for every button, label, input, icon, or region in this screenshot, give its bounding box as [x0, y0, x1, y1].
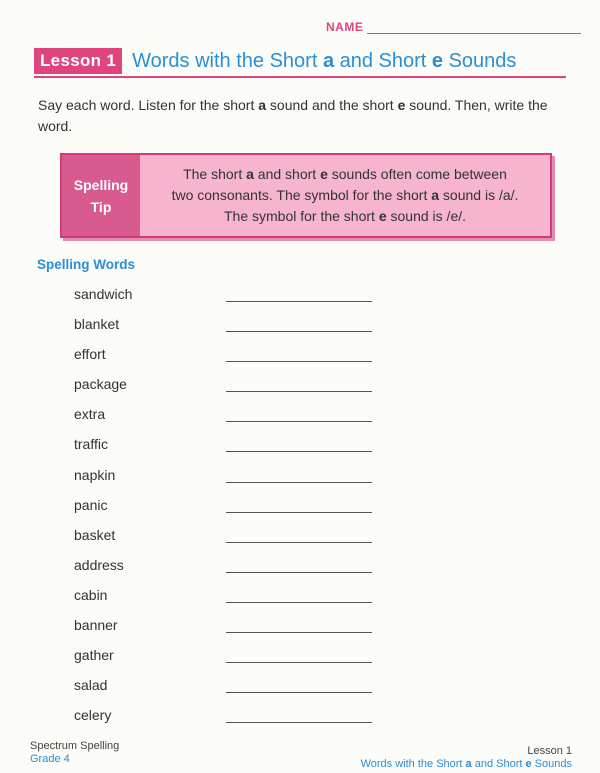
write-line[interactable]: [226, 512, 372, 513]
instructions-part: sound and the short: [266, 97, 398, 113]
lesson-badge: Lesson 1: [34, 48, 122, 74]
tip-letter-e: e: [320, 166, 328, 182]
write-line[interactable]: [226, 301, 372, 302]
list-item: [0, 283, 600, 313]
tip-text-part: sound is /e/.: [386, 208, 467, 224]
footer-right: [361, 745, 572, 771]
spelling-word: salad: [74, 677, 108, 694]
instructions-letter-a: a: [258, 97, 267, 113]
name-write-line[interactable]: [367, 21, 581, 34]
write-line[interactable]: [226, 361, 372, 362]
spelling-word: celery: [74, 707, 112, 724]
lesson-title-part: and Short: [334, 49, 432, 72]
list-item: [0, 343, 600, 373]
spelling-word: blanket: [74, 316, 120, 333]
list-item: [0, 554, 600, 584]
footer-title-part: Sounds: [531, 758, 572, 770]
lesson-header: [34, 46, 566, 78]
tip-text-part: sound is /a/.: [439, 187, 519, 203]
list-item: [0, 584, 600, 614]
write-line[interactable]: [226, 391, 372, 392]
list-item: [0, 433, 600, 463]
footer-title-letter-a: a: [465, 758, 472, 770]
spelling-tip-text: [140, 155, 550, 236]
write-line[interactable]: [226, 542, 372, 543]
tip-text-part: and short: [253, 166, 321, 182]
tip-text-part: sounds often come between: [327, 166, 507, 182]
footer-title-part: Words with the Short: [360, 758, 466, 770]
lesson-title-part: Sounds: [443, 49, 517, 72]
tip-line: [148, 185, 542, 206]
footer-title: [361, 758, 572, 771]
tip-line: [148, 164, 542, 185]
footer-left: [30, 740, 119, 766]
footer-grade: Grade 4: [30, 753, 70, 765]
footer-title-letter-e: e: [525, 758, 532, 770]
tip-letter-a: a: [246, 166, 254, 182]
tip-label-line: Tip: [90, 198, 112, 215]
spelling-word: gather: [74, 647, 114, 664]
name-field[interactable]: [326, 20, 581, 34]
spelling-word: cabin: [74, 586, 108, 603]
write-line[interactable]: [226, 572, 372, 573]
write-line[interactable]: [226, 482, 372, 483]
lesson-title-letter-e: e: [431, 49, 444, 72]
footer-title-part: and Short: [471, 758, 526, 770]
list-item: [0, 524, 600, 554]
spelling-word-list: [0, 283, 600, 734]
spelling-word: address: [74, 556, 124, 573]
spelling-tip-box: [60, 153, 552, 238]
tip-text-part: The symbol for the short: [223, 208, 379, 224]
tip-label-line: Spelling: [73, 176, 129, 193]
spelling-word: effort: [74, 346, 106, 363]
spelling-word: package: [74, 376, 127, 393]
write-line[interactable]: [226, 662, 372, 663]
spelling-word: panic: [74, 496, 108, 513]
tip-text-part: two consonants. The symbol for the short: [171, 187, 432, 203]
spelling-word: sandwich: [74, 286, 133, 302]
instructions-part: sound. Then, write the word.: [38, 97, 548, 134]
spelling-word: banner: [74, 617, 118, 634]
spelling-word: napkin: [74, 466, 116, 483]
list-item: [0, 644, 600, 674]
list-item: [0, 494, 600, 524]
tip-letter-a: a: [431, 187, 440, 203]
list-item: [0, 403, 600, 433]
write-line[interactable]: [226, 602, 372, 603]
write-line[interactable]: [226, 722, 372, 723]
spelling-word: basket: [74, 526, 116, 543]
instructions-part: Say each word. Listen for the short: [38, 97, 259, 113]
write-line[interactable]: [226, 451, 372, 452]
write-line[interactable]: [226, 692, 372, 693]
footer-brand: Spectrum Spelling: [30, 740, 120, 752]
tip-text-part: The short: [183, 166, 247, 182]
list-item: [0, 464, 600, 494]
tip-letter-e: e: [378, 208, 387, 224]
instructions-letter-e: e: [397, 97, 406, 113]
footer-lesson: Lesson 1: [527, 745, 572, 757]
write-line[interactable]: [226, 331, 372, 332]
name-label: NAME: [326, 20, 364, 34]
list-item: [0, 614, 600, 644]
lesson-title-letter-a: a: [322, 49, 335, 72]
write-line[interactable]: [226, 632, 372, 633]
spelling-words-heading: Spelling Words: [37, 257, 136, 272]
instructions: [38, 95, 568, 137]
lesson-title-part: Words with the Short: [132, 49, 323, 72]
spelling-word: traffic: [74, 436, 108, 453]
tip-line: [148, 206, 542, 227]
list-item: [0, 313, 600, 343]
write-line[interactable]: [226, 421, 372, 422]
list-item: [0, 373, 600, 403]
lesson-title: [132, 50, 516, 73]
list-item: [0, 674, 600, 704]
list-item: [0, 704, 600, 734]
spelling-word: extra: [74, 406, 106, 423]
spelling-tip-label: [62, 155, 140, 236]
